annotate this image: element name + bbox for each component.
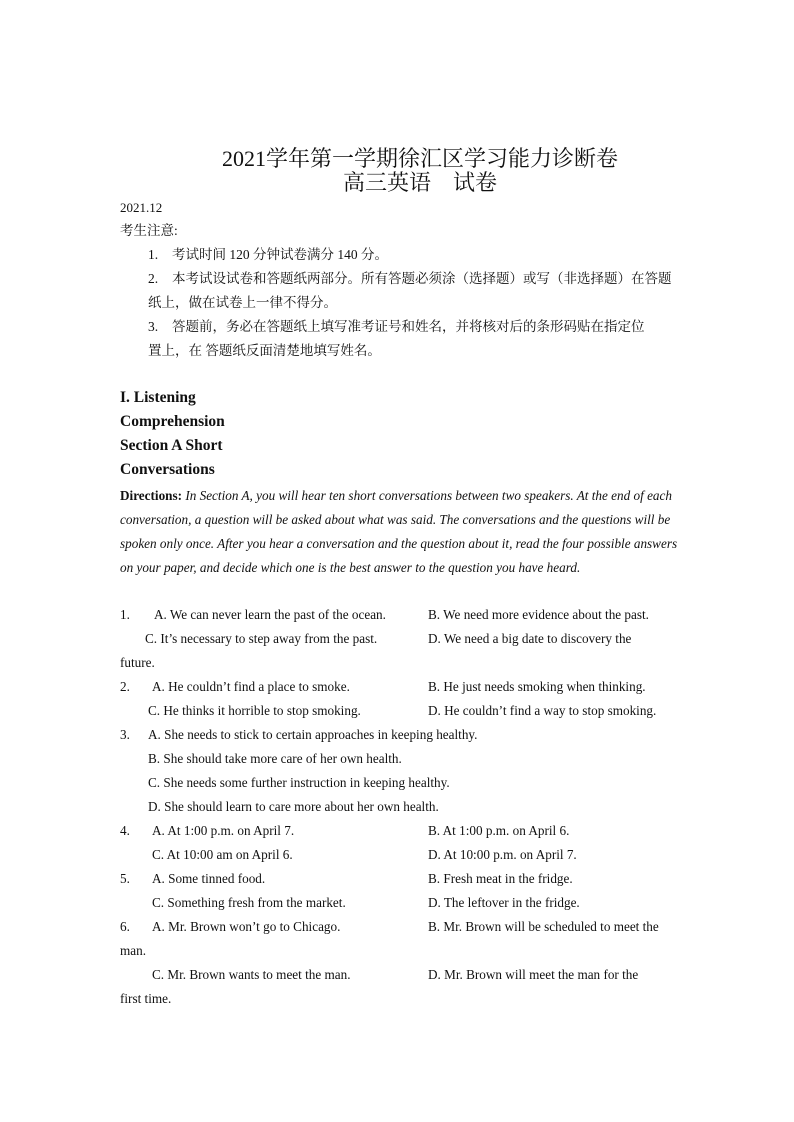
- option-d: D. He couldn’t find a way to stop smoking.: [428, 703, 657, 718]
- option-c: C. Something fresh from the market.: [152, 895, 346, 910]
- notice-item-3-cont: 置上，在 答题纸反面清楚地填写姓名。: [148, 343, 381, 358]
- question-number: 4.: [120, 823, 130, 838]
- section-heading-line-1: I. Listening: [120, 389, 196, 406]
- notice-title: 考生注意:: [120, 223, 178, 238]
- exam-title: 2021学年第一学期徐汇区学习能力诊断卷: [221, 146, 618, 171]
- option-d: D. The leftover in the fridge.: [428, 895, 580, 910]
- option-d: D. We need a big date to discovery the: [428, 631, 632, 646]
- section-heading-line-4: Conversations: [120, 461, 215, 478]
- option-b: B. Mr. Brown will be scheduled to meet the: [428, 919, 659, 934]
- question-number: 6.: [120, 919, 130, 934]
- question-number: 5.: [120, 871, 130, 886]
- option-c: C. She needs some further instruction in keeping healthy.: [148, 775, 450, 790]
- directions-label: Directions:: [120, 488, 183, 503]
- option-a: A. Mr. Brown won’t go to Chicago.: [152, 919, 341, 934]
- notice-item-1: [148, 246, 388, 264]
- option-a: A. She needs to stick to certain approaches in keeping healthy.: [148, 727, 478, 742]
- option-b: B. He just needs smoking when thinking.: [428, 679, 646, 694]
- option-c: C. It’s necessary to step away from the past.: [145, 631, 378, 646]
- option-c: C. He thinks it horrible to stop smoking.: [148, 703, 361, 718]
- question-number: 3.: [120, 727, 130, 742]
- option-a: A. At 1:00 p.m. on April 7.: [152, 823, 295, 838]
- option-d: D. She should learn to care more about her own health.: [148, 799, 439, 814]
- option-a: A. He couldn’t find a place to smoke.: [152, 679, 350, 694]
- question-number: 1.: [120, 607, 130, 622]
- option-d-continued: first time.: [120, 991, 172, 1006]
- notice-item-number: 1.: [148, 247, 159, 262]
- option-a: A. Some tinned food.: [152, 871, 266, 886]
- notice-item-text: 考试时间 120 分钟试卷满分 140 分。: [172, 247, 388, 262]
- exam-date: 2021.12: [120, 200, 163, 215]
- notice-item-2-cont: 纸上，做在试卷上一律不得分。: [148, 295, 337, 310]
- notice-item-number: 2.: [148, 271, 159, 286]
- section-heading-line-3: Section A Short: [120, 437, 223, 454]
- directions-paragraph: [120, 484, 680, 580]
- notice-item-number: 3.: [148, 319, 159, 334]
- notice-item-text: 本考试设试卷和答题纸两部分。所有答题必须涂（选择题）或写（非选择题）在答题: [172, 271, 672, 286]
- option-b: B. We need more evidence about the past.: [428, 607, 649, 622]
- notice-item-text: 答题前，务必在答题纸上填写准考证号和姓名，并将核对后的条形码贴在指定位: [172, 319, 645, 334]
- exam-subtitle: 高三英语 试卷: [342, 170, 497, 195]
- question-number: 2.: [120, 679, 130, 694]
- option-b: B. At 1:00 p.m. on April 6.: [428, 823, 570, 838]
- notice-item-2: [148, 270, 672, 288]
- option-b: B. Fresh meat in the fridge.: [428, 871, 573, 886]
- option-d: D. At 10:00 p.m. on April 7.: [428, 847, 577, 862]
- option-c: C. At 10:00 am on April 6.: [152, 847, 293, 862]
- option-c: C. Mr. Brown wants to meet the man.: [152, 967, 351, 982]
- option-b-continued: man.: [120, 943, 147, 958]
- option-d: D. Mr. Brown will meet the man for the: [428, 967, 639, 982]
- option-d-continued: future.: [120, 655, 155, 670]
- directions-text: In Section A, you will hear ten short conversations between two speakers. At the end of each conversation, a question will be asked about what was said. The conversations and the questions will be spoken only once. After you hear a conversation and the question about it, read the four possible answers on your paper, and decide which one is the best answer to the question you have heard.: [120, 488, 678, 575]
- section-heading-line-2: Comprehension: [120, 413, 225, 430]
- option-b: B. She should take more care of her own health.: [148, 751, 402, 766]
- option-a: A. We can never learn the past of the ocean.: [154, 607, 386, 622]
- notice-item-3: [148, 318, 645, 336]
